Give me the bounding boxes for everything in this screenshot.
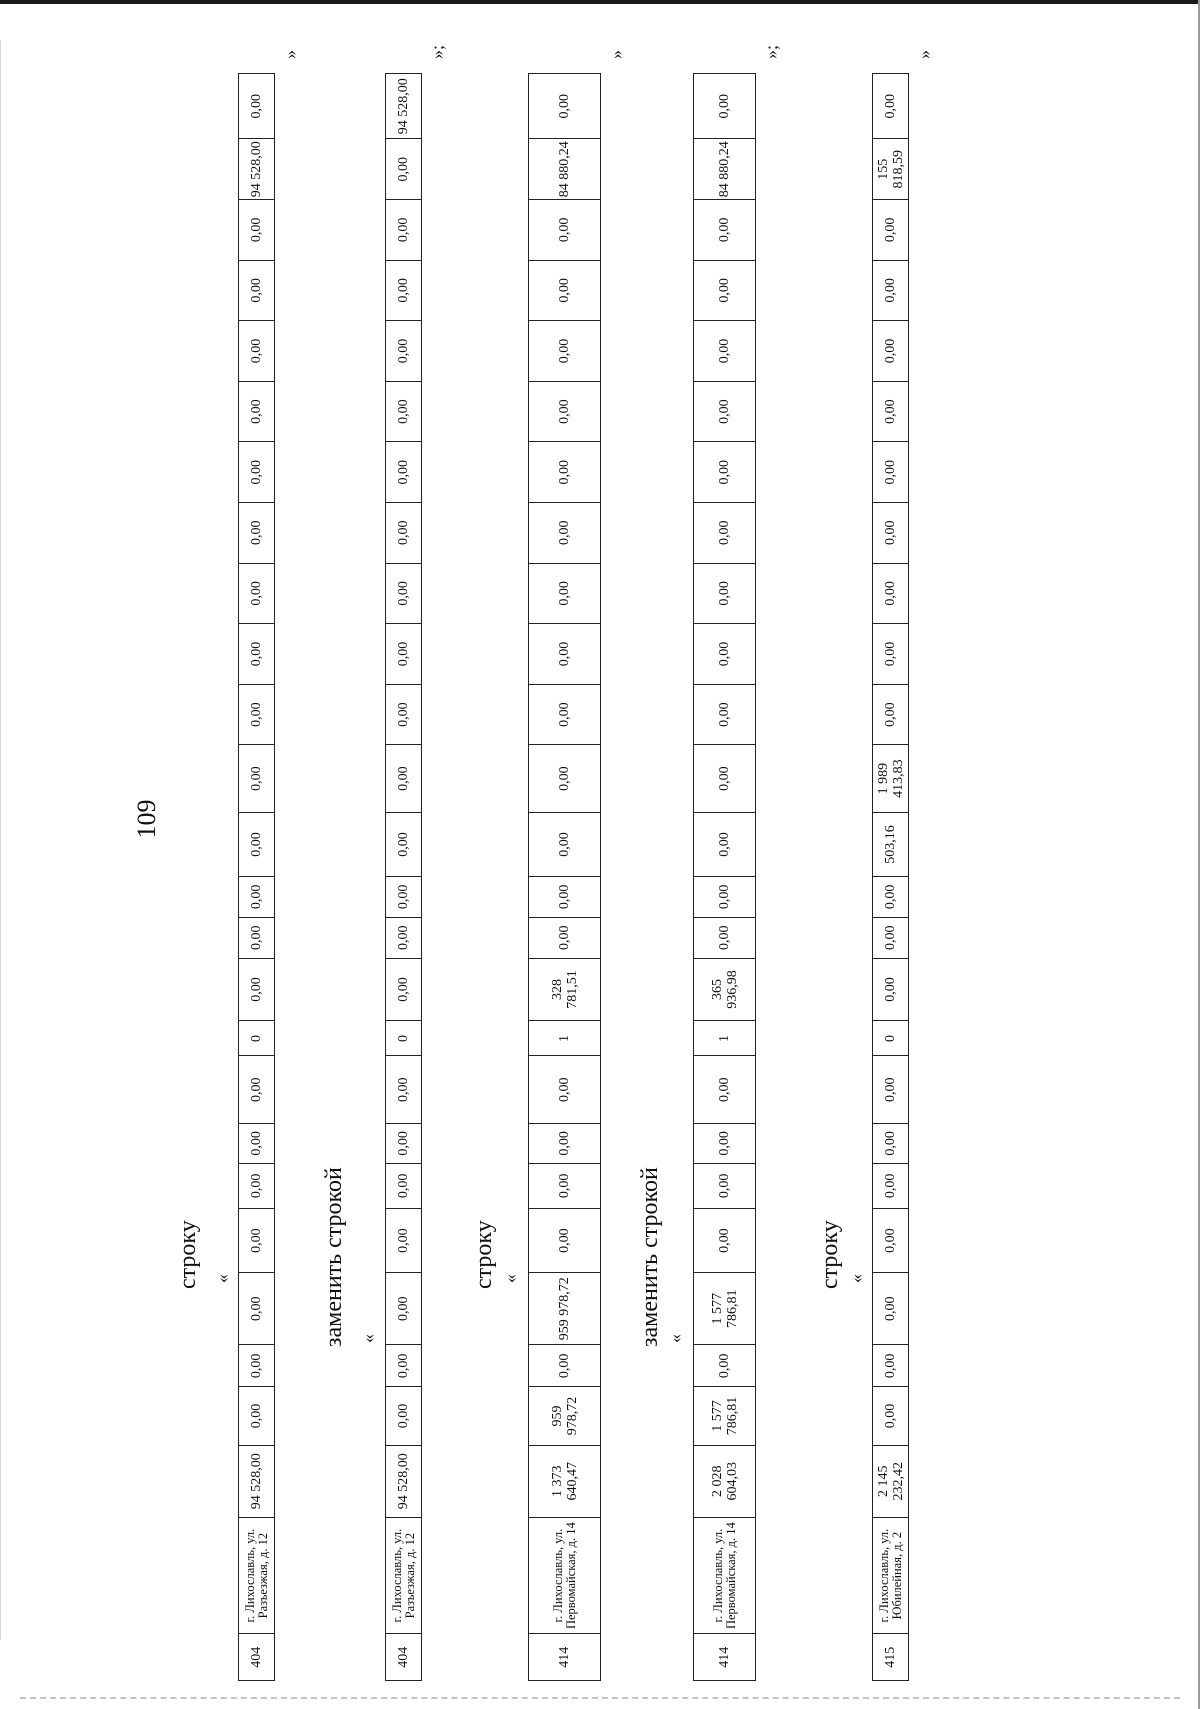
value-cell: 1 989 413,83 — [873, 745, 909, 813]
value-cell: 0,00 — [386, 917, 422, 958]
block-1-table — [238, 73, 275, 1681]
value-cell: 0,00 — [873, 200, 909, 261]
block-2-close-quote: »; — [427, 44, 447, 59]
table-row — [529, 74, 601, 1681]
block-3-table — [528, 73, 601, 1681]
value-cell: 0,00 — [529, 917, 601, 958]
value-cell: 1 — [529, 1021, 601, 1056]
value-cell: 0,00 — [694, 502, 756, 563]
value-cell: 0,00 — [239, 917, 275, 958]
block-5-table — [872, 73, 909, 1681]
block-3-open-quote: « — [500, 1274, 520, 1283]
block-1-open-quote: « — [212, 1274, 232, 1283]
value-cell: 0,00 — [386, 321, 422, 382]
value-cell: 0,00 — [386, 684, 422, 745]
value-cell: 0,00 — [873, 1345, 909, 1387]
value-cell: 0,00 — [239, 624, 275, 685]
value-cell: 94 528,00 — [386, 74, 422, 139]
value-cell: 0,00 — [694, 1209, 756, 1273]
block-5-close-quote: » — [914, 50, 934, 59]
value-cell: 0,00 — [239, 1387, 275, 1445]
row-number-cell: 414 — [529, 1634, 601, 1681]
value-cell: 0,00 — [529, 745, 601, 813]
value-cell: 94 528,00 — [239, 139, 275, 200]
value-cell: 0,00 — [386, 502, 422, 563]
value-cell: 0,00 — [694, 624, 756, 685]
value-cell: 328 781,51 — [529, 958, 601, 1021]
value-cell: 0,00 — [694, 1345, 756, 1387]
value-cell: 0,00 — [239, 1163, 275, 1208]
value-cell: 0,00 — [386, 563, 422, 624]
value-cell: 0,00 — [694, 1056, 756, 1124]
value-cell: 503,16 — [873, 812, 909, 876]
value-cell: 0,00 — [239, 1273, 275, 1345]
value-cell: 0,00 — [239, 1056, 275, 1124]
value-cell: 0,00 — [873, 624, 909, 685]
block-2-label: заменить строкой — [321, 1167, 347, 1347]
row-number-cell: 414 — [694, 1634, 756, 1681]
block-2-open-quote: « — [358, 1334, 378, 1343]
value-cell: 0,00 — [529, 877, 601, 918]
block-3-close-quote: » — [606, 50, 626, 59]
value-cell: 0,00 — [386, 812, 422, 876]
value-cell: 0,00 — [694, 442, 756, 503]
value-cell: 0,00 — [873, 1273, 909, 1345]
address-cell: г. Лихославль, ул. Юбилейная, д. 2 — [873, 1517, 909, 1634]
value-cell: 0,00 — [386, 958, 422, 1021]
value-cell: 0,00 — [239, 260, 275, 321]
value-cell: 0,00 — [873, 1387, 909, 1445]
value-cell: 0,00 — [386, 200, 422, 261]
value-cell: 0,00 — [873, 1124, 909, 1164]
value-cell: 155 818,59 — [873, 139, 909, 200]
value-cell: 0,00 — [386, 139, 422, 200]
block-4-label: заменить строкой — [637, 1167, 663, 1347]
value-cell: 0,00 — [873, 381, 909, 442]
table-row — [694, 74, 756, 1681]
value-cell: 0,00 — [529, 1124, 601, 1164]
table-row — [386, 74, 422, 1681]
value-cell: 959 978,72 — [529, 1273, 601, 1345]
value-cell: 0,00 — [873, 502, 909, 563]
value-cell: 0,00 — [873, 563, 909, 624]
value-cell: 2 028 604,03 — [694, 1445, 756, 1517]
value-cell: 0,00 — [239, 1345, 275, 1387]
value-cell: 0,00 — [694, 381, 756, 442]
value-cell: 0,00 — [529, 624, 601, 685]
value-cell: 0 — [239, 1021, 275, 1056]
value-cell: 0,00 — [529, 502, 601, 563]
value-cell: 0,00 — [529, 1345, 601, 1387]
value-cell: 0,00 — [694, 745, 756, 813]
value-cell: 0,00 — [386, 1056, 422, 1124]
value-cell: 0,00 — [694, 74, 756, 139]
value-cell: 0,00 — [239, 684, 275, 745]
block-4-table — [693, 73, 756, 1681]
value-cell: 0,00 — [239, 1209, 275, 1273]
value-cell: 0,00 — [873, 917, 909, 958]
value-cell: 0,00 — [529, 260, 601, 321]
value-cell: 0,00 — [873, 1209, 909, 1273]
value-cell: 0,00 — [873, 877, 909, 918]
value-cell: 2 145 232,42 — [873, 1445, 909, 1517]
value-cell: 84 880,24 — [694, 139, 756, 200]
value-cell: 0,00 — [239, 74, 275, 139]
value-cell: 0 — [386, 1021, 422, 1056]
value-cell: 0,00 — [694, 1163, 756, 1208]
value-cell: 0,00 — [694, 260, 756, 321]
address-cell: г. Лихославль, ул. Разъезжая, д. 12 — [386, 1517, 422, 1634]
value-cell: 0,00 — [529, 1209, 601, 1273]
row-number-cell: 404 — [386, 1634, 422, 1681]
value-cell: 0,00 — [873, 684, 909, 745]
value-cell: 0,00 — [529, 812, 601, 876]
value-cell: 0,00 — [239, 563, 275, 624]
value-cell: 0,00 — [873, 1163, 909, 1208]
value-cell: 0,00 — [873, 958, 909, 1021]
value-cell: 0,00 — [386, 381, 422, 442]
value-cell: 365 936,98 — [694, 958, 756, 1021]
value-cell: 0,00 — [873, 74, 909, 139]
value-cell: 0,00 — [386, 1273, 422, 1345]
value-cell: 0,00 — [529, 200, 601, 261]
block-1-close-quote: » — [280, 50, 300, 59]
value-cell: 0,00 — [694, 877, 756, 918]
value-cell: 0,00 — [529, 442, 601, 503]
value-cell: 0,00 — [239, 321, 275, 382]
table-row — [239, 74, 275, 1681]
value-cell: 0,00 — [529, 381, 601, 442]
value-cell: 0,00 — [239, 1124, 275, 1164]
value-cell: 0,00 — [873, 442, 909, 503]
value-cell: 1 373 640,47 — [529, 1445, 601, 1517]
value-cell: 0,00 — [694, 200, 756, 261]
block-5-open-quote: « — [846, 1274, 866, 1283]
value-cell: 0,00 — [239, 958, 275, 1021]
value-cell: 0,00 — [694, 1124, 756, 1164]
value-cell: 0,00 — [873, 1056, 909, 1124]
block-4-open-quote: « — [665, 1334, 685, 1343]
block-4-close-quote: »; — [761, 44, 781, 59]
address-cell: г. Лихославль, ул. Первомайская, д. 14 — [694, 1517, 756, 1634]
address-cell: г. Лихославль, ул. Разъезжая, д. 12 — [239, 1517, 275, 1634]
value-cell: 0,00 — [386, 1387, 422, 1445]
page-number: 109 — [132, 799, 161, 839]
value-cell: 0,00 — [694, 321, 756, 382]
value-cell: 0,00 — [386, 1124, 422, 1164]
value-cell: 0,00 — [386, 1345, 422, 1387]
block-1-label: строку — [175, 1220, 201, 1289]
value-cell: 0,00 — [239, 745, 275, 813]
value-cell: 0,00 — [386, 624, 422, 685]
value-cell: 0,00 — [386, 1209, 422, 1273]
value-cell: 0,00 — [239, 877, 275, 918]
value-cell: 0,00 — [529, 74, 601, 139]
value-cell: 0,00 — [873, 260, 909, 321]
value-cell: 0,00 — [239, 442, 275, 503]
block-5-label: строку — [817, 1220, 843, 1289]
value-cell: 0,00 — [529, 1163, 601, 1208]
value-cell: 0,00 — [386, 260, 422, 321]
value-cell: 94 528,00 — [386, 1445, 422, 1517]
value-cell: 0,00 — [694, 812, 756, 876]
value-cell: 0 — [873, 1021, 909, 1056]
value-cell: 0,00 — [386, 877, 422, 918]
value-cell: 0,00 — [529, 563, 601, 624]
value-cell: 1 — [694, 1021, 756, 1056]
value-cell: 0,00 — [386, 442, 422, 503]
value-cell: 0,00 — [239, 381, 275, 442]
value-cell: 959 978,72 — [529, 1387, 601, 1445]
value-cell: 0,00 — [386, 745, 422, 813]
value-cell: 0,00 — [694, 684, 756, 745]
value-cell: 0,00 — [386, 1163, 422, 1208]
block-2-table — [385, 73, 422, 1681]
value-cell: 0,00 — [694, 917, 756, 958]
value-cell: 0,00 — [239, 812, 275, 876]
value-cell: 0,00 — [529, 684, 601, 745]
block-3-label: строку — [471, 1220, 497, 1289]
value-cell: 94 528,00 — [239, 1445, 275, 1517]
row-number-cell: 415 — [873, 1634, 909, 1681]
value-cell: 0,00 — [239, 502, 275, 563]
value-cell: 0,00 — [873, 321, 909, 382]
row-number-cell: 404 — [239, 1634, 275, 1681]
value-cell: 1 577 786,81 — [694, 1273, 756, 1345]
value-cell: 1 577 786,81 — [694, 1387, 756, 1445]
value-cell: 0,00 — [529, 321, 601, 382]
table-row — [873, 74, 909, 1681]
value-cell: 0,00 — [239, 200, 275, 261]
value-cell: 0,00 — [694, 563, 756, 624]
value-cell: 0,00 — [529, 1056, 601, 1124]
value-cell: 84 880,24 — [529, 139, 601, 200]
address-cell: г. Лихославль, ул. Первомайская, д. 14 — [529, 1517, 601, 1634]
